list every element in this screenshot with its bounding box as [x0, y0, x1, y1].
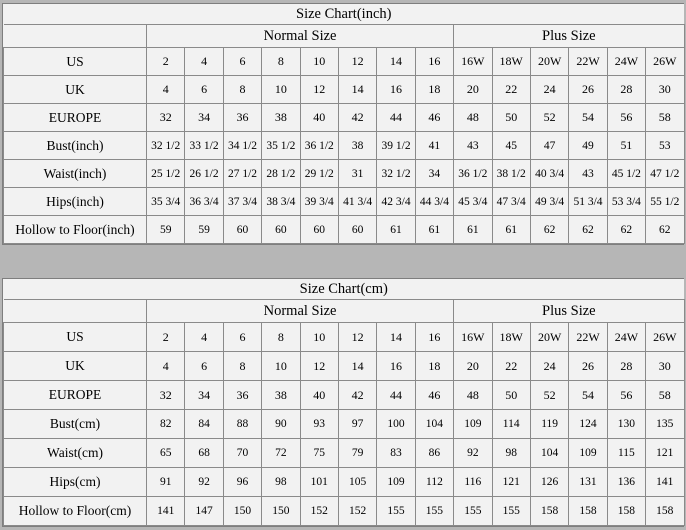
cell: 2: [147, 48, 185, 76]
cell: 40: [300, 104, 338, 132]
cell: 62: [530, 216, 568, 244]
group-header-row: [4, 25, 685, 48]
cell: 62: [569, 216, 607, 244]
cell: 98: [492, 439, 530, 468]
cell: 41: [415, 132, 453, 160]
cell: 32 1/2: [147, 132, 185, 160]
cell: 70: [223, 439, 261, 468]
group-header-spacer: [4, 25, 147, 48]
cell: 36 1/2: [454, 160, 492, 188]
cell: 54: [569, 381, 607, 410]
cell: 112: [415, 468, 453, 497]
cell: 58: [646, 104, 684, 132]
cell: 32: [147, 104, 185, 132]
cell: 30: [646, 76, 684, 104]
group-header-normal: Normal Size: [147, 25, 454, 48]
cell: 22W: [569, 48, 607, 76]
cell: 158: [646, 497, 684, 526]
cell: 105: [338, 468, 376, 497]
size-chart-inch-table: [3, 4, 685, 244]
cell: 6: [185, 352, 223, 381]
cell: 52: [530, 381, 568, 410]
cell: 18W: [492, 48, 530, 76]
cell: 119: [530, 410, 568, 439]
cell: 109: [377, 468, 415, 497]
cell: 20W: [530, 48, 568, 76]
cell: 152: [338, 497, 376, 526]
cell: 100: [377, 410, 415, 439]
cell: 35 1/2: [262, 132, 300, 160]
cell: 14: [338, 76, 376, 104]
group-header-plus: Plus Size: [454, 300, 684, 323]
cell: 4: [147, 76, 185, 104]
table-row: [4, 497, 685, 526]
cell: 14: [338, 352, 376, 381]
page-title: Size Chart(cm): [4, 279, 685, 300]
chart-title-row: [4, 279, 685, 300]
cell: 65: [147, 439, 185, 468]
row-label: US: [4, 48, 147, 76]
cell: 55 1/2: [646, 188, 684, 216]
cell: 56: [607, 381, 645, 410]
cell: 38 3/4: [262, 188, 300, 216]
cell: 56: [607, 104, 645, 132]
cell: 53: [646, 132, 684, 160]
cell: 22: [492, 352, 530, 381]
cell: 6: [185, 76, 223, 104]
row-label: US: [4, 323, 147, 352]
cell: 88: [223, 410, 261, 439]
cell: 2: [147, 323, 185, 352]
cell: 22W: [569, 323, 607, 352]
chart-title-row: [4, 4, 685, 25]
cell: 61: [454, 216, 492, 244]
cell: 26: [569, 352, 607, 381]
cell: 42 3/4: [377, 188, 415, 216]
row-label: Hips(inch): [4, 188, 147, 216]
cell: 45 3/4: [454, 188, 492, 216]
cell: 16: [377, 352, 415, 381]
cell: 59: [185, 216, 223, 244]
cell: 34: [415, 160, 453, 188]
cell: 83: [377, 439, 415, 468]
cell: 62: [646, 216, 684, 244]
cell: 27 1/2: [223, 160, 261, 188]
table-row: [4, 48, 685, 76]
table-row: [4, 104, 685, 132]
cell: 101: [300, 468, 338, 497]
row-label: Bust(inch): [4, 132, 147, 160]
group-header-normal: Normal Size: [147, 300, 454, 323]
cell: 84: [185, 410, 223, 439]
cell: 38: [338, 132, 376, 160]
cell: 52: [530, 104, 568, 132]
cell: 4: [147, 352, 185, 381]
table-row: [4, 132, 685, 160]
cell: 114: [492, 410, 530, 439]
cell: 124: [569, 410, 607, 439]
table-row: [4, 439, 685, 468]
cell: 46: [415, 104, 453, 132]
cell: 44: [377, 104, 415, 132]
cell: 12: [300, 352, 338, 381]
cell: 22: [492, 76, 530, 104]
cell: 131: [569, 468, 607, 497]
size-chart-inch: [2, 3, 684, 245]
cell: 10: [262, 76, 300, 104]
cell: 82: [147, 410, 185, 439]
cell: 36: [223, 381, 261, 410]
table-row: [4, 160, 685, 188]
cell: 50: [492, 104, 530, 132]
cell: 47 1/2: [646, 160, 684, 188]
cell: 61: [492, 216, 530, 244]
cell: 12: [300, 76, 338, 104]
cell: 26: [569, 76, 607, 104]
cell: 20: [454, 352, 492, 381]
cell: 30: [646, 352, 684, 381]
cell: 51: [607, 132, 645, 160]
cell: 24: [530, 76, 568, 104]
cell: 147: [185, 497, 223, 526]
row-label: Waist(inch): [4, 160, 147, 188]
cell: 34: [185, 381, 223, 410]
table-row: [4, 188, 685, 216]
cell: 20W: [530, 323, 568, 352]
cell: 28: [607, 76, 645, 104]
cell: 59: [147, 216, 185, 244]
cell: 16W: [454, 323, 492, 352]
cell: 104: [415, 410, 453, 439]
cell: 26 1/2: [185, 160, 223, 188]
cell: 97: [338, 410, 376, 439]
cell: 14: [377, 323, 415, 352]
cell: 43: [569, 160, 607, 188]
cell: 45 1/2: [607, 160, 645, 188]
cell: 24W: [607, 48, 645, 76]
cell: 24W: [607, 323, 645, 352]
cell: 75: [300, 439, 338, 468]
cell: 28 1/2: [262, 160, 300, 188]
cell: 46: [415, 381, 453, 410]
cell: 36: [223, 104, 261, 132]
cell: 26W: [646, 48, 684, 76]
cell: 20: [454, 76, 492, 104]
size-chart-cm-table: [3, 279, 685, 526]
cell: 39 3/4: [300, 188, 338, 216]
cell: 72: [262, 439, 300, 468]
cell: 18W: [492, 323, 530, 352]
cell: 16: [415, 48, 453, 76]
cell: 121: [646, 439, 684, 468]
size-chart-cm: [2, 278, 684, 527]
cell: 92: [185, 468, 223, 497]
cell: 141: [646, 468, 684, 497]
cell: 14: [377, 48, 415, 76]
cell: 155: [415, 497, 453, 526]
cell: 79: [338, 439, 376, 468]
cell: 8: [262, 48, 300, 76]
cell: 34 1/2: [223, 132, 261, 160]
cell: 53 3/4: [607, 188, 645, 216]
cell: 40: [300, 381, 338, 410]
cell: 158: [530, 497, 568, 526]
cell: 38: [262, 104, 300, 132]
cell: 150: [223, 497, 261, 526]
cell: 38: [262, 381, 300, 410]
cell: 58: [646, 381, 684, 410]
cell: 35 3/4: [147, 188, 185, 216]
cell: 49 3/4: [530, 188, 568, 216]
cell: 24: [530, 352, 568, 381]
cell: 115: [607, 439, 645, 468]
cell: 49: [569, 132, 607, 160]
cell: 60: [300, 216, 338, 244]
cell: 126: [530, 468, 568, 497]
cell: 43: [454, 132, 492, 160]
cell: 44 3/4: [415, 188, 453, 216]
cell: 50: [492, 381, 530, 410]
group-header-plus: Plus Size: [454, 25, 684, 48]
cell: 61: [415, 216, 453, 244]
cell: 152: [300, 497, 338, 526]
row-label: EUROPE: [4, 104, 147, 132]
cell: 37 3/4: [223, 188, 261, 216]
table-row: [4, 216, 685, 244]
cell: 6: [223, 48, 261, 76]
cell: 32: [147, 381, 185, 410]
table-row: [4, 468, 685, 497]
row-label: UK: [4, 352, 147, 381]
cell: 4: [185, 48, 223, 76]
cell: 40 3/4: [530, 160, 568, 188]
row-label: Bust(cm): [4, 410, 147, 439]
cell: 116: [454, 468, 492, 497]
cell: 104: [530, 439, 568, 468]
cell: 34: [185, 104, 223, 132]
cell: 121: [492, 468, 530, 497]
cell: 42: [338, 381, 376, 410]
cell: 25 1/2: [147, 160, 185, 188]
cell: 41 3/4: [338, 188, 376, 216]
table-row: [4, 323, 685, 352]
cell: 39 1/2: [377, 132, 415, 160]
cell: 98: [262, 468, 300, 497]
cell: 90: [262, 410, 300, 439]
cell: 109: [569, 439, 607, 468]
cell: 16: [415, 323, 453, 352]
cell: 68: [185, 439, 223, 468]
cell: 36 1/2: [300, 132, 338, 160]
group-header-spacer: [4, 300, 147, 323]
cell: 18: [415, 76, 453, 104]
cell: 61: [377, 216, 415, 244]
cell: 150: [262, 497, 300, 526]
group-header-row: [4, 300, 685, 323]
cell: 12: [338, 323, 376, 352]
cell: 47 3/4: [492, 188, 530, 216]
cell: 38 1/2: [492, 160, 530, 188]
cell: 10: [262, 352, 300, 381]
cell: 60: [223, 216, 261, 244]
cell: 92: [454, 439, 492, 468]
cell: 135: [646, 410, 684, 439]
cell: 8: [223, 76, 261, 104]
cell: 33 1/2: [185, 132, 223, 160]
cell: 109: [454, 410, 492, 439]
cell: 86: [415, 439, 453, 468]
cell: 155: [492, 497, 530, 526]
table-row: [4, 381, 685, 410]
cell: 6: [223, 323, 261, 352]
cell: 96: [223, 468, 261, 497]
cell: 32 1/2: [377, 160, 415, 188]
cell: 10: [300, 48, 338, 76]
row-label: Hips(cm): [4, 468, 147, 497]
cell: 60: [262, 216, 300, 244]
row-label: Waist(cm): [4, 439, 147, 468]
cell: 12: [338, 48, 376, 76]
page-title: Size Chart(inch): [4, 4, 685, 25]
row-label: Hollow to Floor(cm): [4, 497, 147, 526]
cell: 158: [569, 497, 607, 526]
cell: 158: [607, 497, 645, 526]
cell: 47: [530, 132, 568, 160]
cell: 26W: [646, 323, 684, 352]
cell: 29 1/2: [300, 160, 338, 188]
cell: 42: [338, 104, 376, 132]
table-row: [4, 76, 685, 104]
cell: 62: [607, 216, 645, 244]
cell: 48: [454, 104, 492, 132]
cell: 60: [338, 216, 376, 244]
cell: 130: [607, 410, 645, 439]
cell: 4: [185, 323, 223, 352]
cell: 8: [223, 352, 261, 381]
cell: 54: [569, 104, 607, 132]
table-row: [4, 410, 685, 439]
cell: 48: [454, 381, 492, 410]
cell: 28: [607, 352, 645, 381]
row-label: UK: [4, 76, 147, 104]
cell: 45: [492, 132, 530, 160]
cell: 91: [147, 468, 185, 497]
cell: 51 3/4: [569, 188, 607, 216]
row-label: EUROPE: [4, 381, 147, 410]
cell: 8: [262, 323, 300, 352]
cell: 10: [300, 323, 338, 352]
cell: 18: [415, 352, 453, 381]
cell: 93: [300, 410, 338, 439]
cell: 155: [377, 497, 415, 526]
cell: 36 3/4: [185, 188, 223, 216]
cell: 16: [377, 76, 415, 104]
cell: 141: [147, 497, 185, 526]
cell: 155: [454, 497, 492, 526]
row-label: Hollow to Floor(inch): [4, 216, 147, 244]
cell: 136: [607, 468, 645, 497]
cell: 44: [377, 381, 415, 410]
cell: 31: [338, 160, 376, 188]
cell: 16W: [454, 48, 492, 76]
table-row: [4, 352, 685, 381]
